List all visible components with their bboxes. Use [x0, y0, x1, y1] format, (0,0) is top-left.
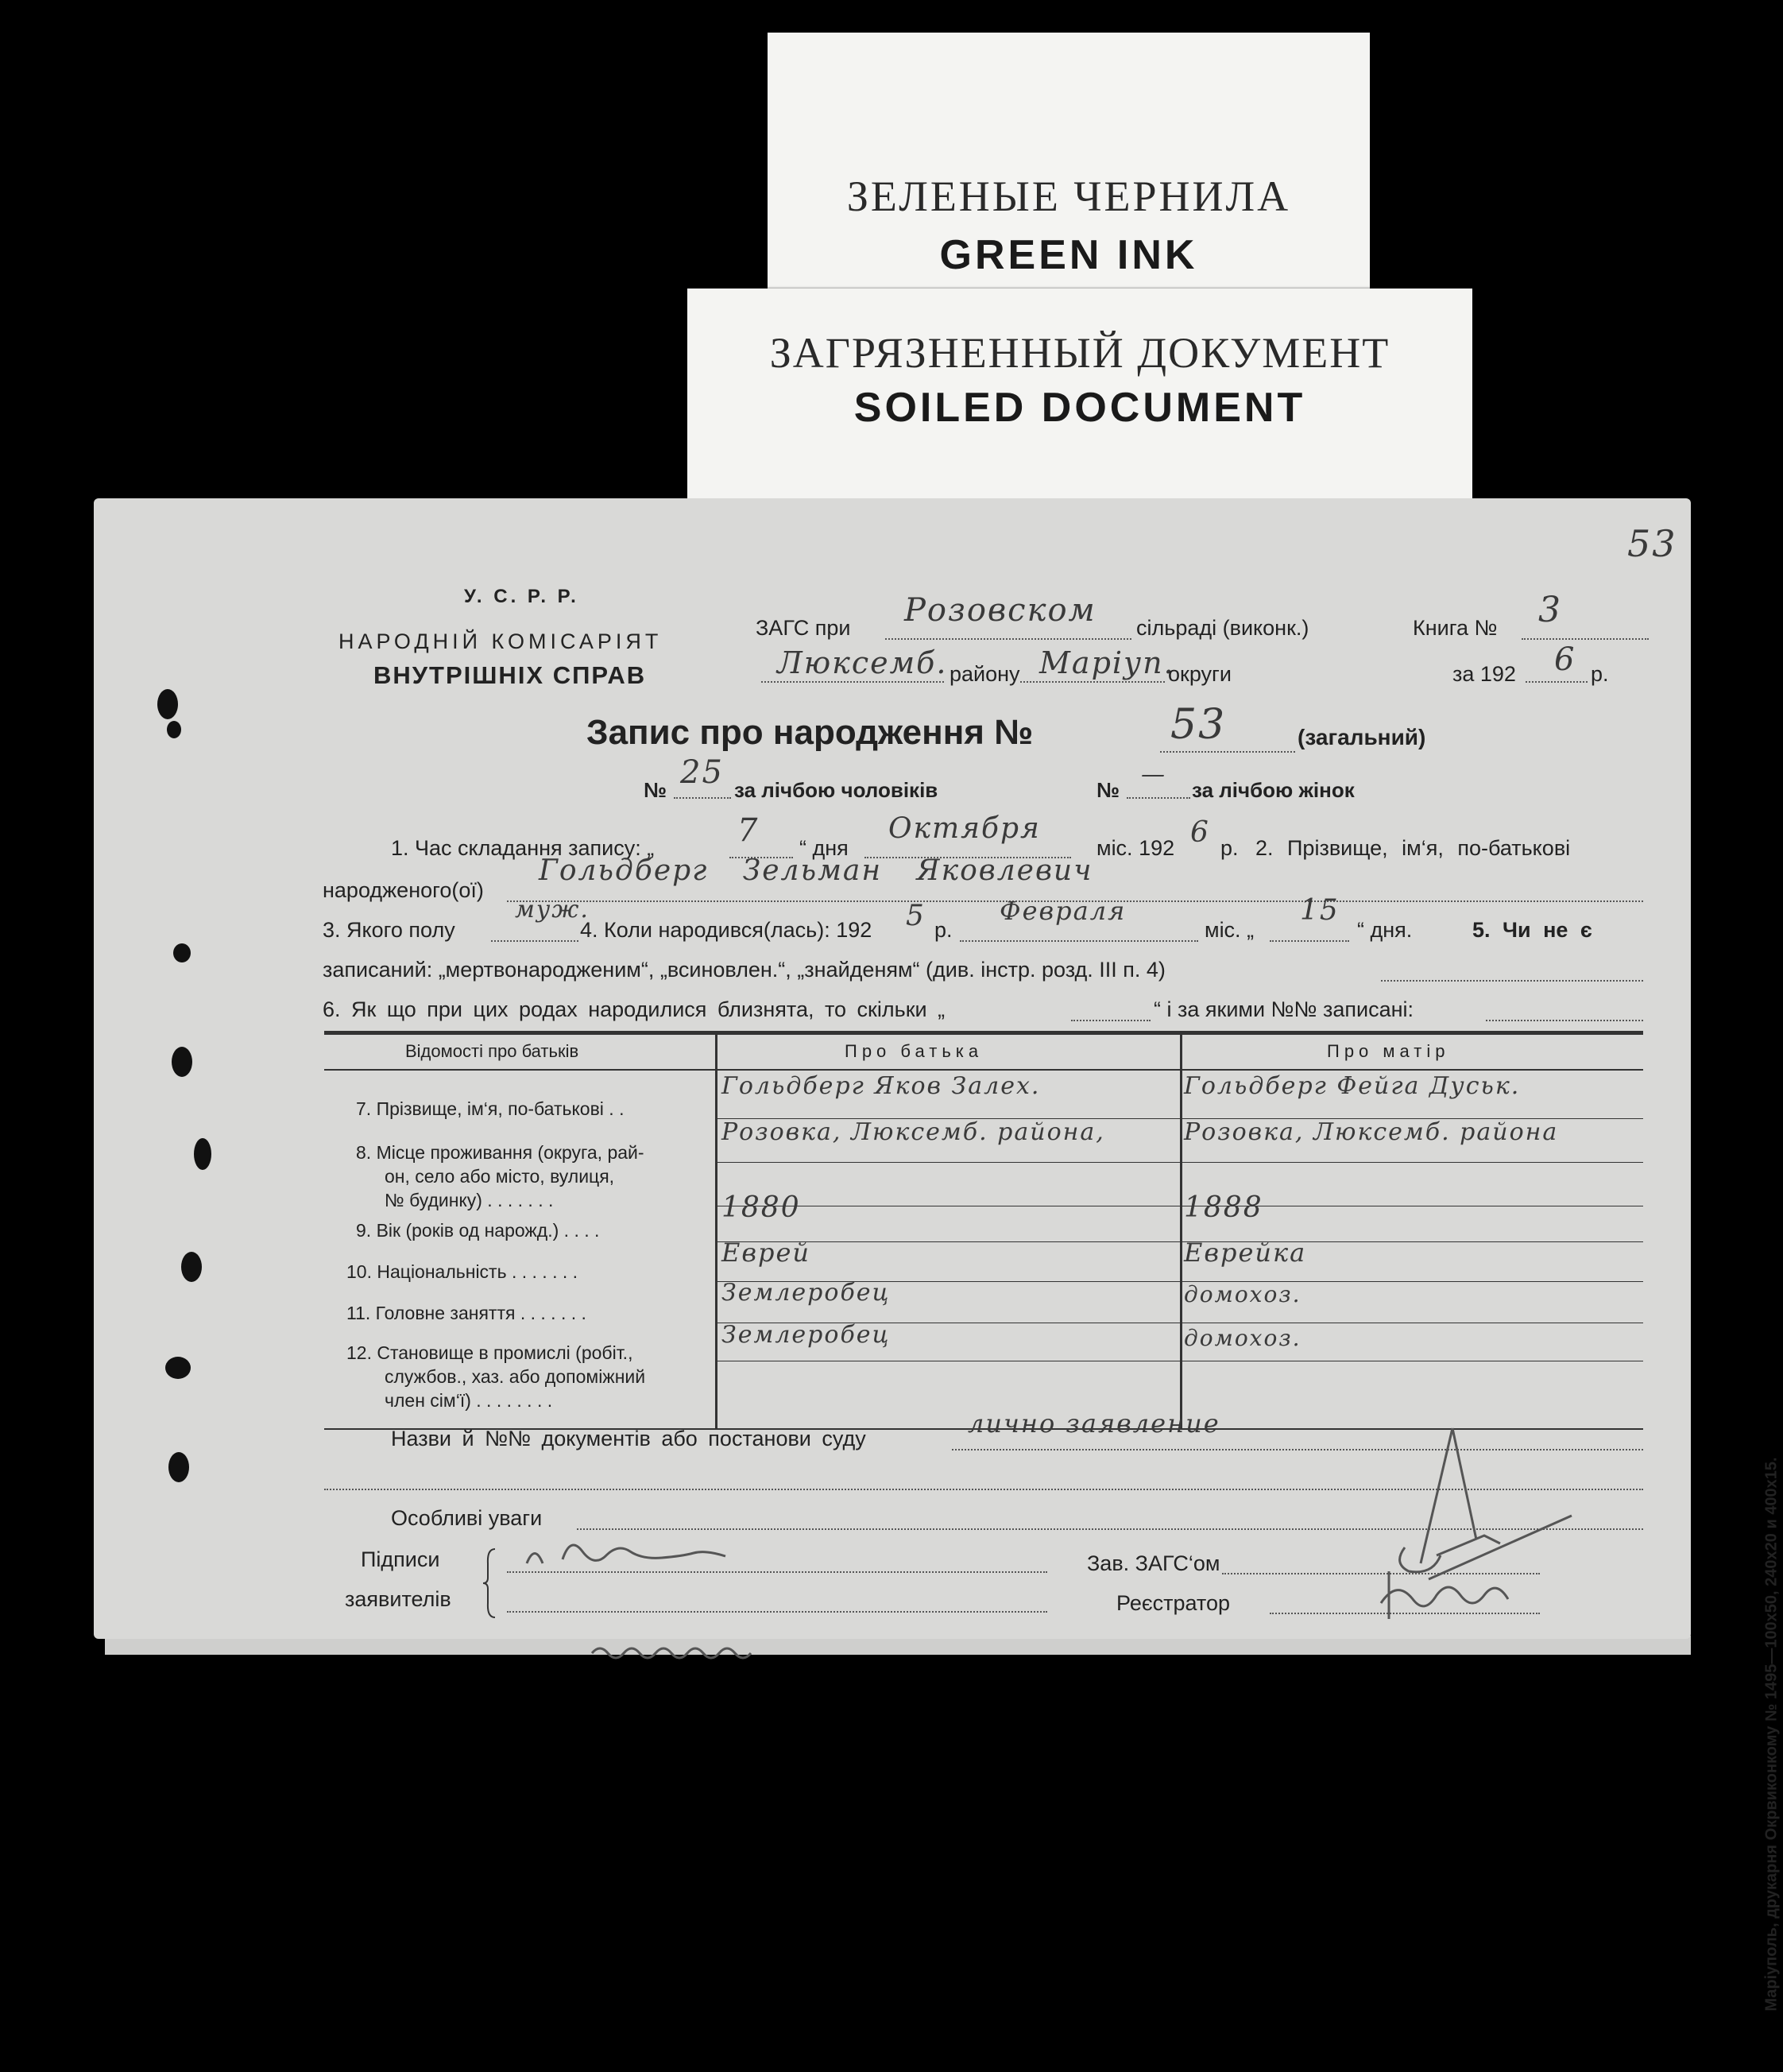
record-number-line: [1160, 751, 1295, 753]
za-year-label: за 192: [1452, 662, 1516, 686]
soiled-document-label-ru: ЗАГРЯЗНЕННЫЙ ДОКУМЕНТ: [769, 329, 1390, 377]
punch-hole: [168, 1452, 189, 1482]
knyha-value: 3: [1538, 590, 1562, 630]
row12-cont1: службов., хаз. або допоміжний: [385, 1366, 646, 1387]
field2-cont-label: народженого(ої): [323, 878, 484, 902]
field1-dnia: “ дня: [799, 836, 849, 860]
pidpysy-label: Підписи: [361, 1547, 440, 1571]
green-ink-label-ru: ЗЕЛЕНЫЕ ЧЕРНИЛА: [846, 172, 1291, 220]
field2-label: 2. Прізвище, ім‘я, по-батькові: [1255, 836, 1571, 860]
field4-month-line: [960, 940, 1198, 942]
women-number-line: [1127, 797, 1190, 799]
men-number-sign: №: [644, 778, 667, 802]
raionu-label: району: [950, 662, 1020, 686]
row8-cont2: № будинку) . . . . . . .: [385, 1190, 554, 1210]
row12-cont2: член сім‘ї) . . . . . . . .: [385, 1390, 553, 1411]
row8-father: Розовка, Люксемб. района,: [721, 1118, 1105, 1146]
field3-value: муж.: [515, 896, 590, 924]
field1-label: 1. Час складання запису: „: [391, 836, 655, 860]
reiestrator-label: Реєстратор: [1116, 1591, 1231, 1615]
table-header-rule: [324, 1069, 1643, 1071]
row-rule: [717, 1241, 1643, 1242]
field4-r: р.: [934, 918, 953, 942]
col-header-father: Про батька: [845, 1041, 984, 1061]
zaiavyteliv-label: заявителів: [345, 1587, 451, 1611]
row9-label: 9. Вік (років од нарожд.) . . . .: [356, 1220, 600, 1241]
row9-father: 1880: [721, 1191, 801, 1224]
row12-label: 12. Становище в промислі (робіт.,: [346, 1342, 633, 1363]
row10-mother: Еврейка: [1184, 1237, 1307, 1268]
table-col-divider-2: [1180, 1032, 1182, 1430]
punch-hole: [181, 1252, 202, 1282]
field3-value-line: [491, 940, 578, 942]
row8-cont1: он, село або місто, вулиця,: [385, 1166, 615, 1187]
row7-label: 7. Прізвище, ім‘я, по-батькові . .: [356, 1098, 625, 1119]
green-ink-label-en: GREEN INK: [939, 232, 1198, 278]
zags-label: ЗАГС при: [756, 616, 851, 640]
men-number-value: 25: [680, 754, 724, 791]
documents-label: Назви й №№ документів або постанови суду: [391, 1427, 866, 1450]
field6-records-line: [1486, 1020, 1643, 1021]
field2-value: Гольдберг Зельман Яковлевич: [539, 854, 1093, 887]
applicant-signature-line-2: [507, 1611, 1047, 1613]
field5-value-line: [1381, 980, 1643, 982]
knyha-label: Книга №: [1413, 616, 1498, 640]
field1-r: р.: [1220, 836, 1239, 860]
printer-imprint: [1761, 1396, 1783, 2072]
men-number-line: [674, 797, 731, 799]
field1-month-value: Октября: [888, 812, 1041, 845]
knyha-field-line: [1522, 638, 1649, 640]
field4-day-line: [1270, 940, 1349, 942]
field4-day-value: 15: [1300, 894, 1340, 927]
record-number-value: 53: [1170, 701, 1227, 749]
documents-value: лично заявление: [968, 1408, 1220, 1439]
table-top-rule: [324, 1031, 1643, 1035]
page-number: 53: [1627, 522, 1677, 565]
col-header-parents: Відомості про батьків: [405, 1041, 579, 1061]
row10-father: Еврей: [721, 1237, 811, 1268]
field1-mis: міс. 192: [1096, 836, 1175, 860]
row8-mother: Розовка, Люксемб. района: [1184, 1118, 1559, 1146]
row12-father: Землеробец: [721, 1321, 891, 1349]
printer-imprint-text: Маріуполь, друкарня Окрвиконкому № 1495—100х50, 240х20 и 400х15.: [1762, 1457, 1781, 2012]
row7-mother: Гольдберг Фейга Дуськ.: [1184, 1072, 1521, 1100]
punch-hole: [165, 1357, 191, 1379]
soiled-document-label: [687, 289, 1472, 502]
field4-mis: міс. „: [1205, 918, 1255, 942]
field4-dnia: “ дня.: [1357, 918, 1413, 942]
col-header-mother: Про матір: [1327, 1041, 1450, 1061]
field3-label: 3. Якого полу: [323, 918, 455, 942]
okruhy-label: округи: [1168, 662, 1232, 686]
year-field-line: [1526, 681, 1588, 683]
women-count-label: за лічбою жінок: [1192, 778, 1355, 802]
okruha-field-line: [1020, 681, 1165, 683]
punch-hole: [172, 1047, 192, 1077]
punch-hole: [157, 689, 178, 719]
raion-value: Люксемб.: [777, 645, 948, 680]
osoblyvi-label: Особливі уваги: [391, 1506, 543, 1530]
table-col-divider-1: [715, 1032, 717, 1430]
zahalnyi-label: (загальний): [1298, 725, 1426, 749]
row9-mother: 1888: [1184, 1191, 1263, 1224]
row10-label: 10. Національність . . . . . . .: [346, 1261, 578, 1282]
commissariat-line1: НАРОДНІЙ КОМІСАРІЯТ: [338, 629, 663, 653]
okruha-value: Маріуп.: [1039, 645, 1175, 680]
field1-year-value: 6: [1190, 816, 1210, 849]
zav-zags-label: Зав. ЗАГС‘ом: [1087, 1551, 1220, 1575]
raion-field-line: [761, 681, 944, 683]
silradi-label: сільраді (виконк.): [1136, 616, 1309, 640]
field5-cont-label: записаний: „мертвонародженим“, „всиновлен.“, „знайденям“ (див. інстр. розд. III п. 4): [323, 958, 1166, 982]
field4-year-value: 5: [906, 900, 926, 932]
record-title: Запис про народження №: [586, 713, 1034, 752]
row12-mother: домохоз.: [1184, 1325, 1301, 1351]
row11-label: 11. Головне заняття . . . . . . .: [346, 1303, 586, 1323]
zags-field-line: [885, 638, 1131, 640]
women-number-value: —: [1141, 761, 1166, 788]
applicant-signature: [523, 1536, 745, 1575]
commissariat-line2: ВНУТРІШНІХ СПРАВ: [373, 661, 647, 689]
field6-mid-label: “ і за якими №№ записані:: [1154, 997, 1414, 1021]
row11-father: Землеробец: [721, 1279, 891, 1307]
field4-month-value: Февраля: [1000, 896, 1127, 926]
soiled-document-label-en: SOILED DOCUMENT: [853, 385, 1306, 431]
field5-label: 5. Чи не є: [1472, 918, 1592, 942]
zags-value: Розовском: [904, 592, 1096, 629]
year-r-label: р.: [1591, 662, 1609, 686]
brace-icon: [483, 1547, 499, 1619]
field6-label: 6. Як що при цих родах народилися близнята, то скільки „: [323, 997, 946, 1021]
punch-hole: [194, 1138, 211, 1170]
row7-father: Гольдберг Яков Залех.: [721, 1072, 1041, 1100]
field6-count-line: [1071, 1020, 1151, 1021]
row-rule: [717, 1162, 1643, 1163]
birth-record-form: [94, 498, 1781, 2012]
republic-header: У. С. Р. Р.: [464, 586, 579, 607]
official-signatures: [1270, 1412, 1603, 1635]
next-sheet-handwriting: [588, 1641, 795, 1659]
punch-hole: [173, 943, 191, 962]
year-value: 6: [1554, 641, 1576, 678]
row8-label: 8. Місце проживання (округа, рай-: [356, 1142, 644, 1163]
field4-label: 4. Коли народився(лась): 192: [580, 918, 872, 942]
row11-mother: домохоз.: [1184, 1281, 1301, 1307]
women-number-sign: №: [1096, 778, 1120, 802]
punch-hole: [167, 721, 181, 738]
field1-day-value: 7: [737, 812, 760, 849]
green-ink-label: [768, 33, 1370, 295]
men-count-label: за лічбою чоловіків: [734, 778, 938, 802]
